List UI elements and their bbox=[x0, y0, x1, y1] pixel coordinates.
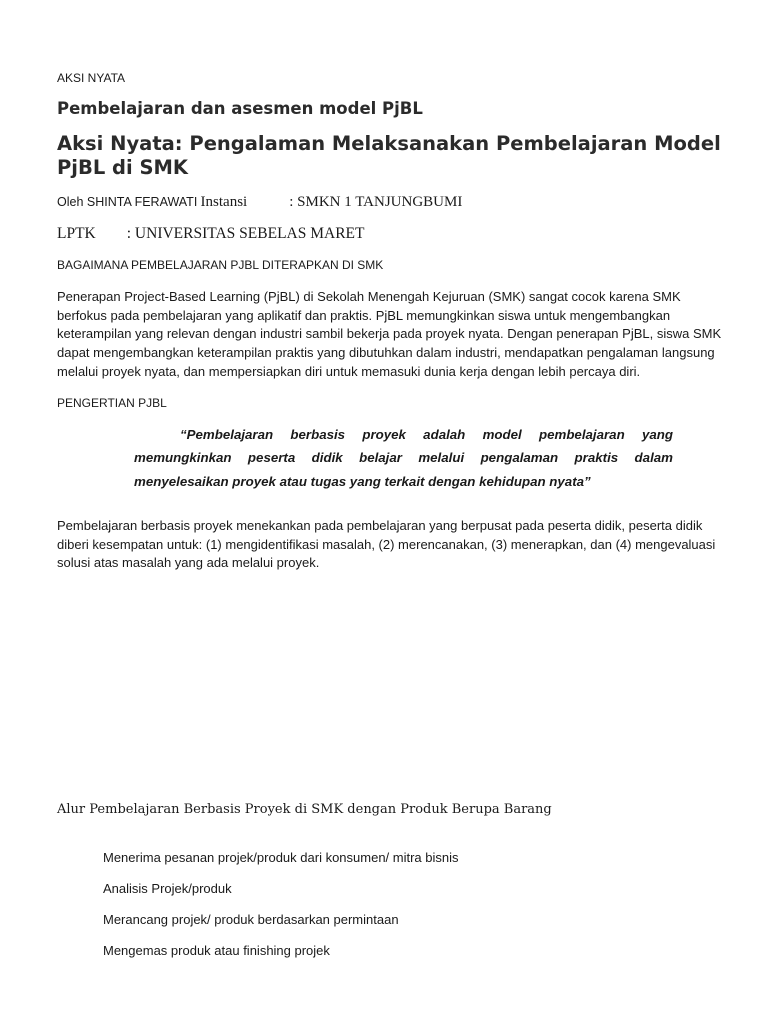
definition-quote: “Pembelajaran berbasis proyek adalah model pembelajaran yang memungkinkan peserta didik belajar melalui pengalaman praktis dalam menyelesaikan proyek atau tugas yang terkait dengan kehidupan nyata” bbox=[134, 427, 673, 489]
lptk-line bbox=[57, 225, 364, 243]
paragraph-penerapan: Penerapan Project-Based Learning (PjBL) di Sekolah Menengah Kejuruan (SMK) sangat cocok karena SMK berfokus pada pembelajaran yang aplikatif dan praktis. PjBL memungkinkan siswa untuk mengembangkan keterampilan yang relevan dengan industri sambil bekerja pada proyek nyata. Dengan penerapan PjBL, siswa SMK dapat mengembangkan keterampilan praktis yang dibutuhkan dalam industri, mendapatkan pengalaman langsung melalui proyek nyata, dan mempersiapkan diri untuk memasuki dunia kerja dengan lebih percaya diri. bbox=[57, 289, 722, 379]
document-subtitle: Pembelajaran dan asesmen model PjBL bbox=[57, 99, 423, 118]
lptk-value: : UNIVERSITAS SEBELAS MARET bbox=[126, 225, 365, 242]
flow-title: Alur Pembelajaran Berbasis Proyek di SMK dengan Produk Berupa Barang bbox=[57, 802, 552, 817]
lptk-label: LPTK bbox=[57, 225, 96, 242]
paragraph-pengertian: Pembelajaran berbasis proyek menekankan pada pembelajaran yang berpusat pada peserta didik, peserta didik diberi kesempatan untuk: (1) mengidentifikasi masalah, (2) merencanakan, (3) menerapkan, dan (4) mengevaluasi solusi atas masalah yang ada melalui proyek. bbox=[57, 518, 716, 571]
flow-step: Menerima pesanan projek/produk dari konsumen/ mitra bisnis bbox=[103, 850, 459, 865]
author-name: Oleh SHINTA FERAWATI bbox=[57, 195, 198, 209]
flow-steps-list bbox=[103, 850, 459, 974]
author-line bbox=[57, 194, 462, 211]
flow-step: Analisis Projek/produk bbox=[103, 881, 232, 896]
section-heading-penerapan: BAGAIMANA PEMBELAJARAN PJBL DITERAPKAN DI SMK bbox=[57, 258, 384, 272]
section-heading-pengertian: PENGERTIAN PJBL bbox=[57, 396, 167, 410]
document-title: Aksi Nyata: Pengalaman Melaksanakan Pembelajaran Model PjBL di SMK bbox=[57, 132, 721, 179]
flow-step: Merancang projek/ produk berdasarkan permintaan bbox=[103, 912, 399, 927]
document-label: AKSI NYATA bbox=[57, 71, 126, 85]
flow-step: Mengemas produk atau finishing projek bbox=[103, 943, 330, 958]
instansi-label: Instansi bbox=[200, 194, 248, 210]
instansi-value: : SMKN 1 TANJUNGBUMI bbox=[289, 194, 463, 210]
